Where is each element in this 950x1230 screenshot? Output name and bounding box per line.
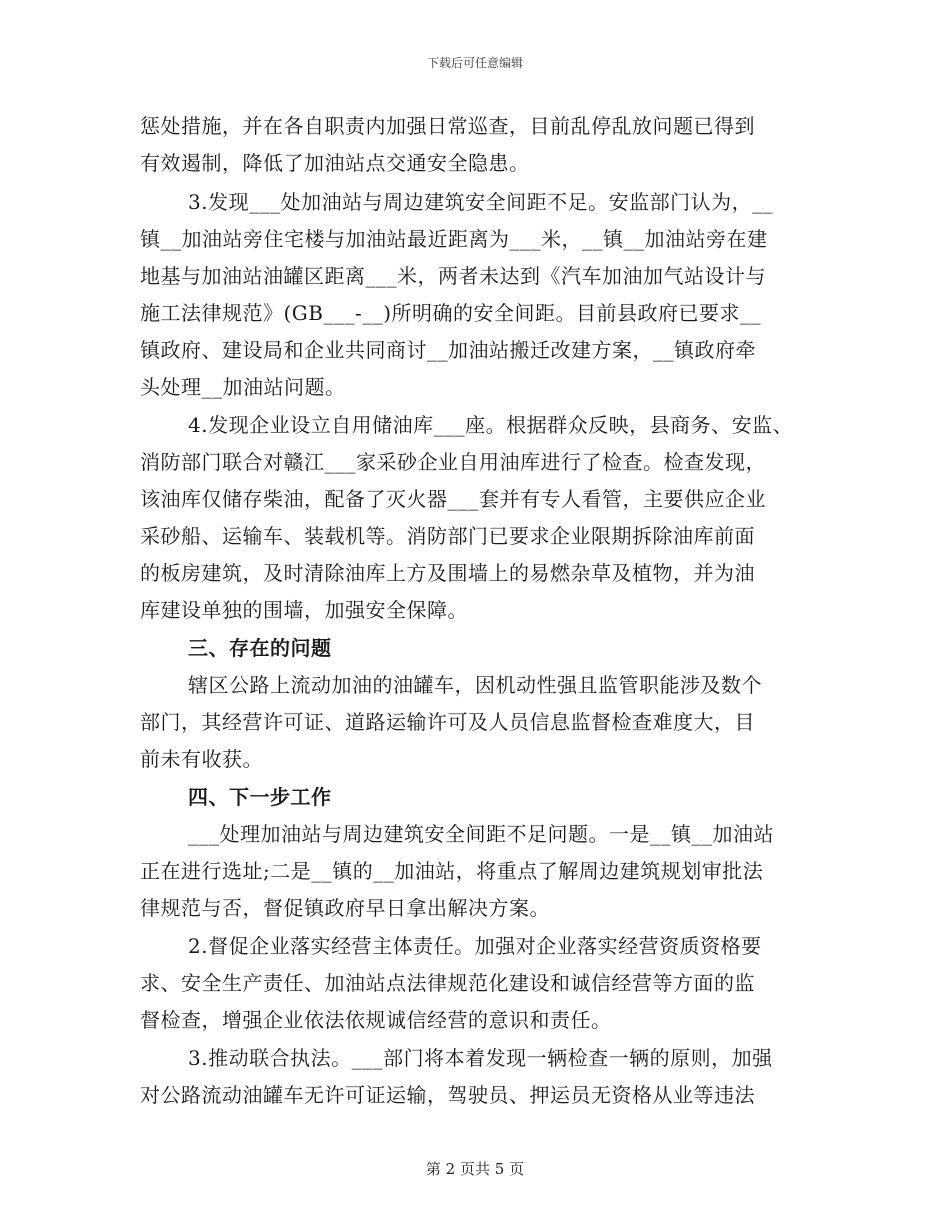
- text-line: 正在进行选址;二是__镇的__加油站，将重点了解周边建筑规划审批法: [140, 859, 764, 883]
- text-line: 辖区公路上流动加油的油罐车，因机动性强且监管职能涉及数个: [188, 673, 762, 697]
- text-line: 头处理__加油站问题。: [140, 375, 346, 399]
- text-line: 该油库仅储存柴油，配备了灭火器___套并有专人看管，主要供应企业: [140, 487, 766, 511]
- text-line: 镇__加油站旁住宅楼与加油站最近距离为___米，__镇__加油站旁在建: [140, 227, 768, 251]
- text-line: 的板房建筑，及时清除油库上方及围墙上的易燃杂草及植物，并为油: [140, 561, 755, 585]
- text-line: 有效遏制，降低了加油站点交通安全隐患。: [140, 151, 530, 175]
- text-line: 3.推动联合执法。___部门将本着发现一辆检查一辆的原则，加强: [188, 1046, 773, 1070]
- text-line: ___处理加油站与周边建筑安全间距不足问题。一是__镇__加油站: [188, 822, 774, 846]
- text-line: 督检查，增强企业依法依规诚信经营的意识和责任。: [140, 1008, 612, 1032]
- text-line: 3.发现___处加油站与周边建筑安全间距不足。安监部门认为，__: [188, 190, 774, 214]
- text-line: 惩处措施，并在各自职责内加强日常巡查，目前乱停乱放问题已得到: [140, 114, 755, 138]
- text-line: 消防部门联合对赣江___家采砂企业自用油库进行了检查。检查发现，: [140, 450, 766, 474]
- text-line: 部门，其经营许可证、道路运输许可及人员信息监督检查难度大，目: [140, 710, 755, 734]
- text-line: 2.督促企业落实经营主体责任。加强对企业落实经营资质资格要: [188, 934, 762, 958]
- text-line: 求、安全生产责任、加油站点法律规范化建设和诚信经营等方面的监: [140, 971, 755, 995]
- text-line: 库建设单独的围墙，加强安全保障。: [140, 598, 468, 622]
- text-line: 对公路流动油罐车无许可证运输，驾驶员、押运员无资格从业等违法: [140, 1083, 755, 1107]
- text-line: 地基与加油站油罐区距离___米，两者未达到《汽车加油加气站设计与: [140, 264, 766, 288]
- page-footer: 第 2 页共 5 页: [425, 1160, 525, 1178]
- text-line: 施工法律规范》(GB___-__)所明确的安全间距。目前县政府已要求__: [140, 301, 762, 325]
- text-line: 律规范与否，督促镇政府早日拿出解决方案。: [140, 896, 550, 920]
- text-line: 采砂船、运输车、装载机等。消防部门已要求企业限期拆除油库前面: [140, 524, 755, 548]
- text-line: 镇政府、建设局和企业共同商讨__加油站搬迁改建方案，__镇政府牵: [140, 338, 756, 362]
- section-heading: 四、下一步工作: [188, 785, 332, 809]
- section-heading: 三、存在的问题: [188, 636, 332, 660]
- page-header: 下载后可任意编辑: [426, 56, 523, 70]
- text-line: 前未有收获。: [140, 747, 263, 771]
- text-line: 4.发现企业设立自用储油库___座。根据群众反映，县商务、安监、: [188, 413, 794, 437]
